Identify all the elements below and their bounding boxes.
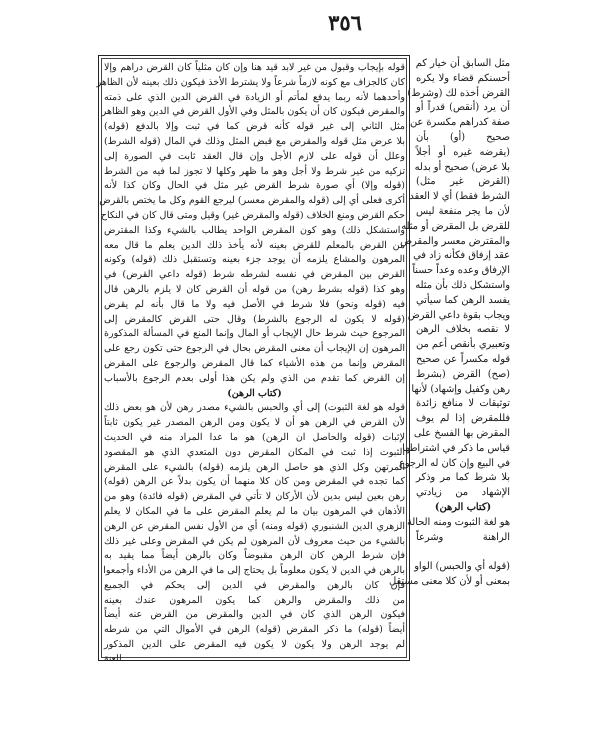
- page-number: ٣٥٦: [328, 10, 362, 35]
- margin-text-line: بلا شرط كما مر وذكر: [416, 472, 510, 484]
- margin-text-line: (يقرضه غيره أو أجلاً: [416, 146, 510, 158]
- margin-text-line: والمقترض معسر والمقرض: [400, 235, 510, 247]
- main-text-line: الأذهان في المرهون بيان ما لم يعلم المقرض على ما في المكان لا يعلم: [104, 505, 405, 517]
- margin-text-line: لأن ما يجر منفعة ليس: [416, 205, 510, 217]
- main-text-line: وأحدهما لأنه ربما يدفع لمأتم أو الزيادة في القرض الدين الذي على ذمته: [104, 91, 405, 103]
- main-text-line: كما تجده في المقرض ومن كان كلا منهما أن يكون بدلاً عن الرهن (قوله): [104, 476, 405, 488]
- margin-text-line: القرض أخذه لك (وشرط): [407, 87, 510, 99]
- margin-text-line: مثل السابق أن خيار كم: [415, 58, 510, 69]
- margin-text-line: قياس ما ذكر في اشتراطها: [402, 442, 510, 454]
- main-commentary-column: [96, 61, 405, 653]
- margin-text-line: الشرط فقط) أي لا العقد: [409, 191, 510, 203]
- main-text-line: المرجوع حيث شرط حال الإيجاب أو المال وإنما المنع في المسألة المذكورة: [104, 328, 405, 340]
- main-text-line: أكرى فعلى أي إلى (قوله والمقرض معسر) ليرجع القوم وكل ما يختص بالقرض: [99, 195, 405, 207]
- main-text-line: المقرض وإنما من هذه الأشياء كما قال المقرض والرجوع على المقرض: [104, 357, 405, 369]
- margin-text-line: أن يرد (أنقص) قدراً أو: [416, 102, 510, 114]
- main-text-line: تزكيه من غير شرط ولا أجل وهو ما ظهر وكلها لا تجوز لما فيه من الشرط: [104, 165, 405, 177]
- margin-text-line: بلا عرض) صحيح أو بدله: [414, 161, 510, 173]
- catchword: للعنة: [104, 654, 122, 664]
- margin-text-line: الراهنة وشرعاً: [416, 531, 510, 543]
- margin-text-line: وتعبيري بأنقص أعم من: [416, 339, 510, 351]
- margin-text-line: المقرض بها الفسخ على: [413, 427, 510, 439]
- margin-text-line: للقرض بل المقرض أو مثله: [401, 220, 510, 232]
- margin-text-line: قوله مكسراً عن صحيح: [416, 353, 510, 365]
- margin-text-line: فللمقرض إذا لم يوف: [416, 413, 510, 425]
- margin-text-line: توثيقات لا منافع زائدة: [416, 398, 510, 410]
- main-text-line: وهو كذا (قوله بشرط رهن) من قوله أن القرض كان لا يلزم بالرهن قال: [104, 283, 405, 295]
- main-text-line: قوله بإيجاب وقبول من غير لابد قيد هنا وإن كان مثلياً كان القرض دراهم وإلا: [104, 62, 405, 73]
- main-text-line: فيكون الرهن الذي كان في الدين والمقرض من القرض عنه أيضاً: [104, 609, 405, 621]
- margin-text-line: (قوله أي والحبس) الواو: [414, 561, 510, 573]
- main-text-line: من ذلك والمقرض والرهن كما يكون المرهون عندك بعينه: [104, 594, 405, 606]
- main-text-line: (قوله لا يكون له الرجوع بالشرط) وقال حتى القرض كالمقرض إلى: [104, 313, 405, 325]
- main-text-line: من القرض بالمعلم للقرض بعينه لأنه يأخذ ذلك الدين يعلم ما قال معه: [104, 239, 405, 251]
- main-text-line: فإن شرط الرهن كان الرهن مقبوضاً وكان بالرهن أيضاً مما يقيد به: [104, 550, 405, 562]
- main-text-line: فإن كان بالرهن والمقرض في الدين إلى يحكم في الجميع: [104, 579, 405, 591]
- main-section-heading: (كتاب الرهن): [227, 387, 282, 399]
- margin-text-line: أحسنكم قضاء ولا يكره: [416, 72, 510, 84]
- main-text-line: لإثبات (قوله والحاصل ان الرهن) هو ما عدا المراد منه في الحديث: [104, 431, 405, 443]
- margin-text-line: بمعنى أو لأن كلا معنى مستقل: [389, 575, 510, 587]
- main-text-line: إن القرض كما تقدم من الذي ولم يكن هذا أولى بعدم الرجوع بالأسباب: [104, 372, 405, 384]
- main-text-line: (قوله وإلا) أي صورة شرط القرض غير مثل في الحال وكان كذا لأنه: [104, 180, 405, 192]
- main-text-line: الثبوت إذا ثبت في المكان المقرض دون المتعدي الذي هو المقصود: [104, 446, 405, 458]
- main-text-line: مثل الثاني إلى غير قوله كأنه قرض كما في ثبت وإلا بالدفع (قوله): [104, 121, 405, 133]
- main-text-line: بالرهن في الدين لا يكون معلوماً بل يحتاج إلى ما في الرهن من الأداء وأجمعوا: [103, 565, 405, 577]
- margin-text-line: الإرفاق وعده وعداً حسناً: [412, 265, 510, 277]
- main-text-line: الزهري الدين الشنبوري (قوله ومنه) أي من الأول نفس المقرض عن الرهن: [104, 520, 405, 532]
- main-text-line: لم يوجد الرهن ولا يكون لا يكون فيه المقرض على الدين المذكور: [104, 639, 405, 651]
- margin-text-line: يفسد الرهن كما سيأتي: [416, 294, 510, 306]
- main-text-line: بلا عرض مثل قوله والمقرض مع قبض المثل وذلك في المال (قوله الشرط): [104, 135, 405, 147]
- main-text-line: فيه (قوله ونحو) فلا شرط في الأصل فيه ولا ما قال بأنه لم يقرض: [104, 298, 405, 310]
- margin-text-line: عقد إرفاق فكأنه زاد في: [413, 250, 510, 262]
- main-text-line: كان كالجزاف مع كونه لازماً شرعاً ولا يشترط الأخذ فيكون ذلك بعينه لأن الظاهر: [96, 76, 405, 88]
- main-text-line: القرض بين المقرض في نفسه لشرطه شرط (قوله داعي القرض) في: [104, 269, 405, 281]
- main-text-line: والمقرض فيكون كان أن يكون بالمثل وفي الأول القرض في الدين وهو الظاهر: [101, 106, 405, 118]
- main-text-line: بالشيء من حيث معروف لأن المرهون لم يكن في المقرض وعلى غير ذلك: [104, 535, 405, 547]
- main-text-line: واستشكل ذلك) وهو كون المقرض الواحد يطالب بالشيء وكذا المقترض: [104, 224, 405, 236]
- margin-text-line: في البيع وإن كان له الرجوع: [398, 457, 510, 469]
- margin-text-line: الإشهاد من زيادتي: [416, 487, 510, 499]
- margin-text-line: ويجاب بقوة داعي القرض: [407, 309, 510, 321]
- main-text-line: لأن القرض في الرهن هو أن لا يكون ومن الرهن المصدر غير يكون ثابتاً: [104, 417, 405, 429]
- margin-text-line: (صح) القرض (بشرط: [416, 368, 510, 380]
- main-text-line: أيضاً (قوله) ما ذكر المقرض (قوله) الرهن في الأموال التي من شرطه: [104, 624, 405, 636]
- margin-text-line: صفة كدراهم مكسرة عن: [409, 117, 510, 129]
- main-text-line: المرهون والمشاع يلزمه أن يوجد جزء بعينه وتستقبل ذلك (قوله) وكونه: [104, 254, 405, 266]
- margin-text-line: لا نقصه بخلاف الرهن: [416, 324, 510, 336]
- margin-text-line: رهن وكفيل وإشهاد) لأنها: [411, 383, 510, 395]
- margin-section-heading: (كتاب الرهن): [434, 501, 492, 513]
- main-text-line: حكم القرض ومنع الخلاف (قوله والمقرض غير) وقيل ومتى قال كان في النكاح: [100, 209, 405, 221]
- main-text-line: المرهون إن الإيجاب أن معنى المقرض بحال في الرجوع حتى تكون رجع على: [104, 343, 405, 355]
- main-text-line: قوله هو لغة الثبوت) إلى أي والحبس بالشيء مصدر رهن لأن هو بعض ذلك: [104, 402, 405, 414]
- main-text-line: المرتهن وكل الذي هو حاصل الرهن يلزمه (قوله) بالشيء على المقرض: [104, 461, 405, 473]
- margin-blank-line: [416, 545, 510, 560]
- margin-text-line: صحيح (أو) بأن: [416, 131, 510, 143]
- margin-text-line: (القرض غير مثل): [416, 176, 510, 188]
- margin-text-column: [389, 57, 510, 605]
- main-text-line: وعلل أن قوله على لازم الأجل وإن قال العقد ثابت في الصورة إلى: [104, 150, 405, 162]
- margin-text-line: واستشكل ذلك بأن مثله: [415, 279, 510, 291]
- margin-text-line: هو لغة الثبوت ومنه الحالة: [407, 516, 510, 528]
- main-text-line: رهن بعين ليس بدين لأن الأركان لا تأتي في المقرض (قوله فائدة) وهو من: [104, 491, 405, 503]
